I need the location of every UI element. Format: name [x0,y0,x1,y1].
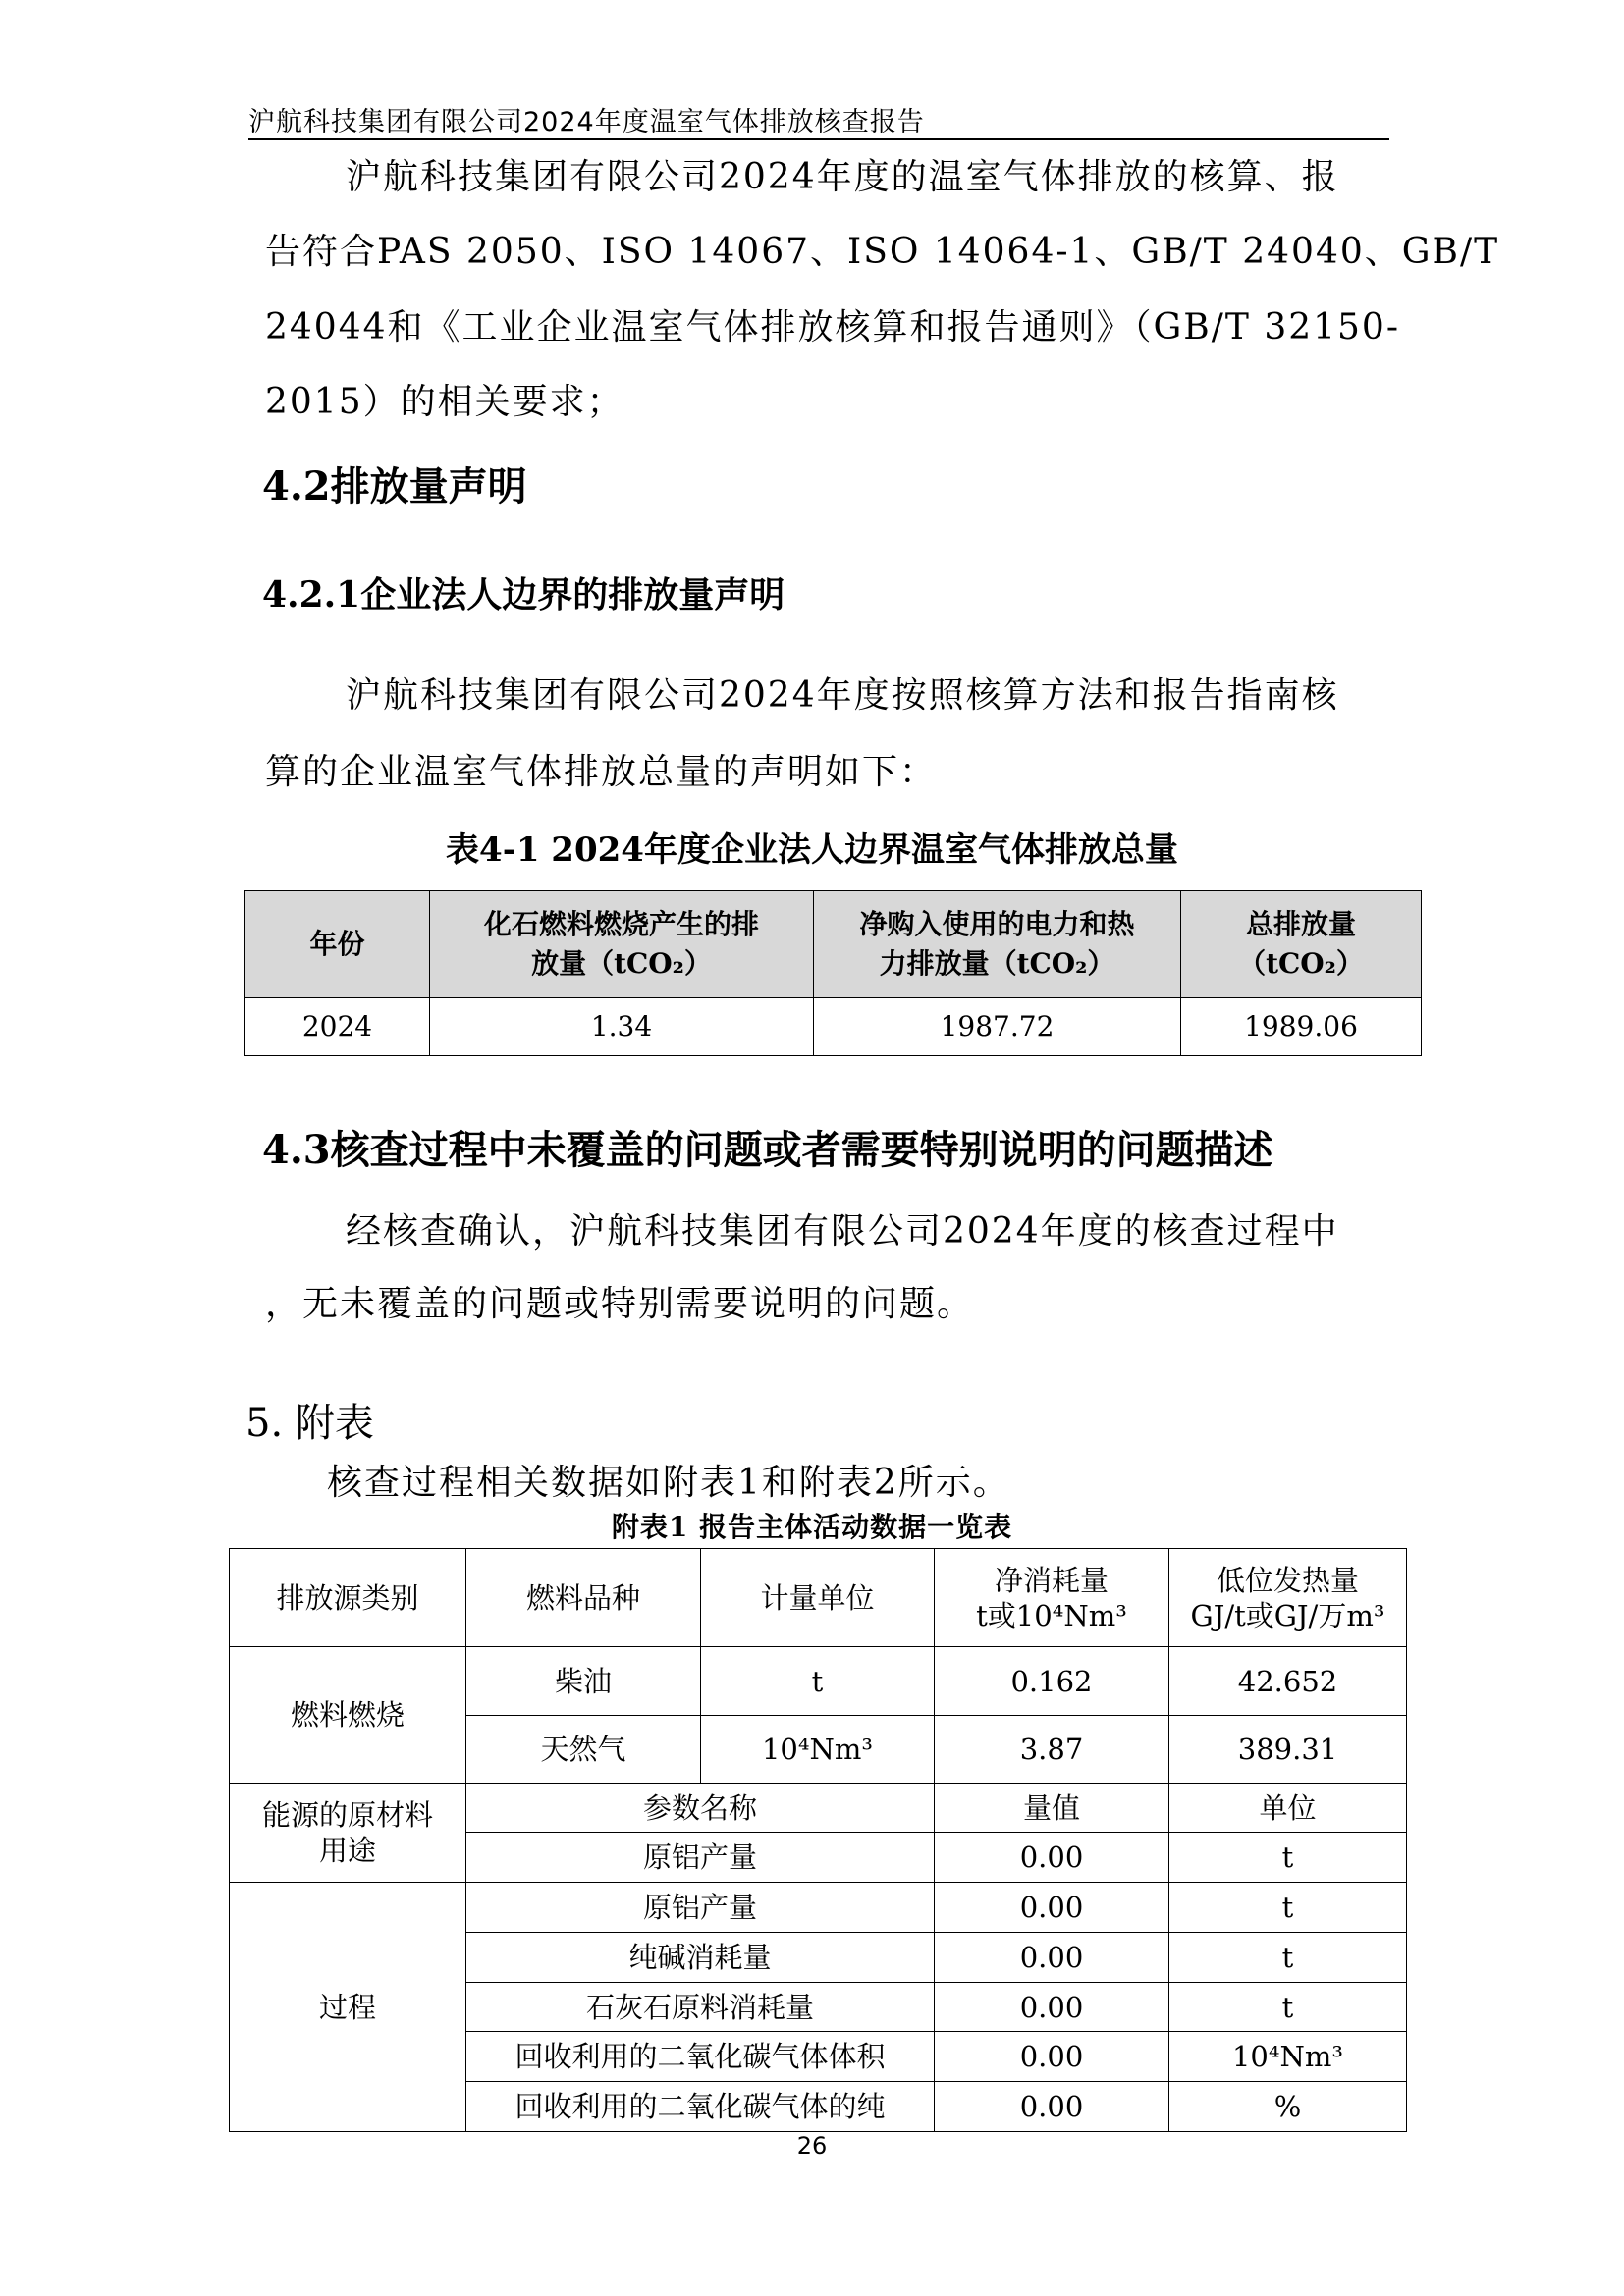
appendix-header-row [230,1549,1407,1647]
header-source-category: 排放源类别 [230,1549,466,1647]
cell-unit: t [701,1647,935,1716]
cell-ncv: 389.31 [1169,1716,1407,1784]
section-5-line: 核查过程相关数据如附表1和附表2所示。 [327,1463,1010,1503]
header-purchased-emissions [814,891,1181,998]
section-4-2-1-title: 4.2.1企业法人边界的排放量声明 [262,574,785,615]
appendix-table-1 [229,1548,1407,2132]
header-ncv-line-1: 低位发热量 [1216,1563,1359,1597]
cell-consumption: 3.87 [935,1716,1169,1784]
header-purchased-line-1: 净购入使用的电力和热 [859,908,1135,940]
table-row [230,1784,1407,1833]
section-4-3-line-1: 经核查确认，沪航科技集团有限公司2024年度的核查过程中 [346,1211,1339,1252]
cell-param: 纯碱消耗量 [466,1933,935,1983]
appendix-table-1-caption: 附表1 报告主体活动数据一览表 [611,1511,1013,1543]
cell-param: 原铝产量 [466,1883,935,1933]
cell-param: 原铝产量 [466,1833,935,1883]
cell-fossil: 1.34 [430,998,814,1056]
cell-param: 石灰石原料消耗量 [466,1983,935,2032]
group-fuel-combustion: 燃料燃烧 [230,1647,466,1784]
section-4-2-1-line-1: 沪航科技集团有限公司2024年度按照核算方法和报告指南核 [346,675,1339,716]
header-total-line-2: （tCO₂） [1238,947,1364,980]
section-4-3-title: 4.3核查过程中未覆盖的问题或者需要特别说明的问题描述 [262,1127,1273,1173]
subheader-unit: 单位 [1169,1784,1407,1833]
header-fuel-type: 燃料品种 [466,1549,701,1647]
page-number: 26 [796,2132,828,2160]
table-row [230,1647,1407,1716]
intro-line-3: 24044和《工业企业温室气体排放核算和报告通则》（GB/T 32150- [265,307,1401,347]
subheader-param: 参数名称 [466,1784,935,1833]
header-consumption [935,1549,1169,1647]
intro-line-1: 沪航科技集团有限公司2024年度的温室气体排放的核算、报 [346,157,1339,197]
cell-fuel: 天然气 [466,1716,701,1784]
cell-unit: t [1169,1983,1407,2032]
cell-param: 回收利用的二氧化碳气体体积 [466,2032,935,2082]
cell-ncv: 42.652 [1169,1647,1407,1716]
cell-unit: 10⁴Nm³ [701,1716,935,1784]
section-4-2-title: 4.2排放量声明 [262,463,527,509]
header-fossil-line-1: 化石燃料燃烧产生的排 [483,908,759,940]
intro-line-4: 2015）的相关要求； [265,382,624,422]
cell-unit: 10⁴Nm³ [1169,2032,1407,2082]
cell-value: 0.00 [935,1883,1169,1933]
section-4-3-line-2: ，无未覆盖的问题或特别需要说明的问题。 [265,1284,975,1324]
cell-year: 2024 [245,998,430,1056]
cell-purchased: 1987.72 [814,998,1181,1056]
header-ncv-line-2: GJ/t或GJ/万m³ [1190,1598,1385,1632]
cell-value: 0.00 [935,1833,1169,1883]
cell-value: 0.00 [935,2082,1169,2132]
cell-value: 0.00 [935,1983,1169,2032]
group-raw-material [230,1784,466,1883]
header-consumption-line-2: t或10⁴Nm³ [976,1598,1127,1632]
header-consumption-line-1: 净消耗量 [994,1563,1109,1597]
table-row [230,1883,1407,1933]
group-raw-material-line-2: 用途 [318,1834,376,1867]
cell-unit: t [1169,1883,1407,1933]
cell-fuel: 柴油 [466,1647,701,1716]
intro-line-2: 告符合PAS 2050、ISO 14067、ISO 14064-1、GB/T 24040、GB/T [265,232,1500,272]
table-row [245,998,1422,1056]
header-year: 年份 [245,891,430,998]
cell-unit: t [1169,1833,1407,1883]
running-header: 沪航科技集团有限公司2024年度温室气体排放核查报告 [248,107,925,137]
header-ncv [1169,1549,1407,1647]
group-process: 过程 [230,1883,466,2132]
header-fossil-emissions [430,891,814,998]
group-raw-material-line-1: 能源的原材料 [261,1798,433,1832]
cell-total: 1989.06 [1181,998,1422,1056]
cell-unit: % [1169,2082,1407,2132]
header-total-line-1: 总排放量 [1245,908,1356,940]
cell-unit: t [1169,1933,1407,1983]
cell-value: 0.00 [935,2032,1169,2082]
header-unit: 计量单位 [701,1549,935,1647]
cell-consumption: 0.162 [935,1647,1169,1716]
table-4-1-caption: 表4-1 2024年度企业法人边界温室气体排放总量 [446,830,1178,870]
header-purchased-line-2: 力排放量（tCO₂） [879,947,1115,980]
table-4-1 [244,890,1422,1056]
subheader-value: 量值 [935,1784,1169,1833]
section-4-2-1-line-2: 算的企业温室气体排放总量的声明如下： [265,752,938,792]
header-fossil-line-2: 放量（tCO₂） [531,947,712,980]
cell-param: 回收利用的二氧化碳气体的纯 [466,2082,935,2132]
header-rule [248,138,1389,140]
cell-value: 0.00 [935,1933,1169,1983]
table-4-1-header-row [245,891,1422,998]
section-5-title: 5. 附表 [245,1401,374,1446]
header-total-emissions [1181,891,1422,998]
